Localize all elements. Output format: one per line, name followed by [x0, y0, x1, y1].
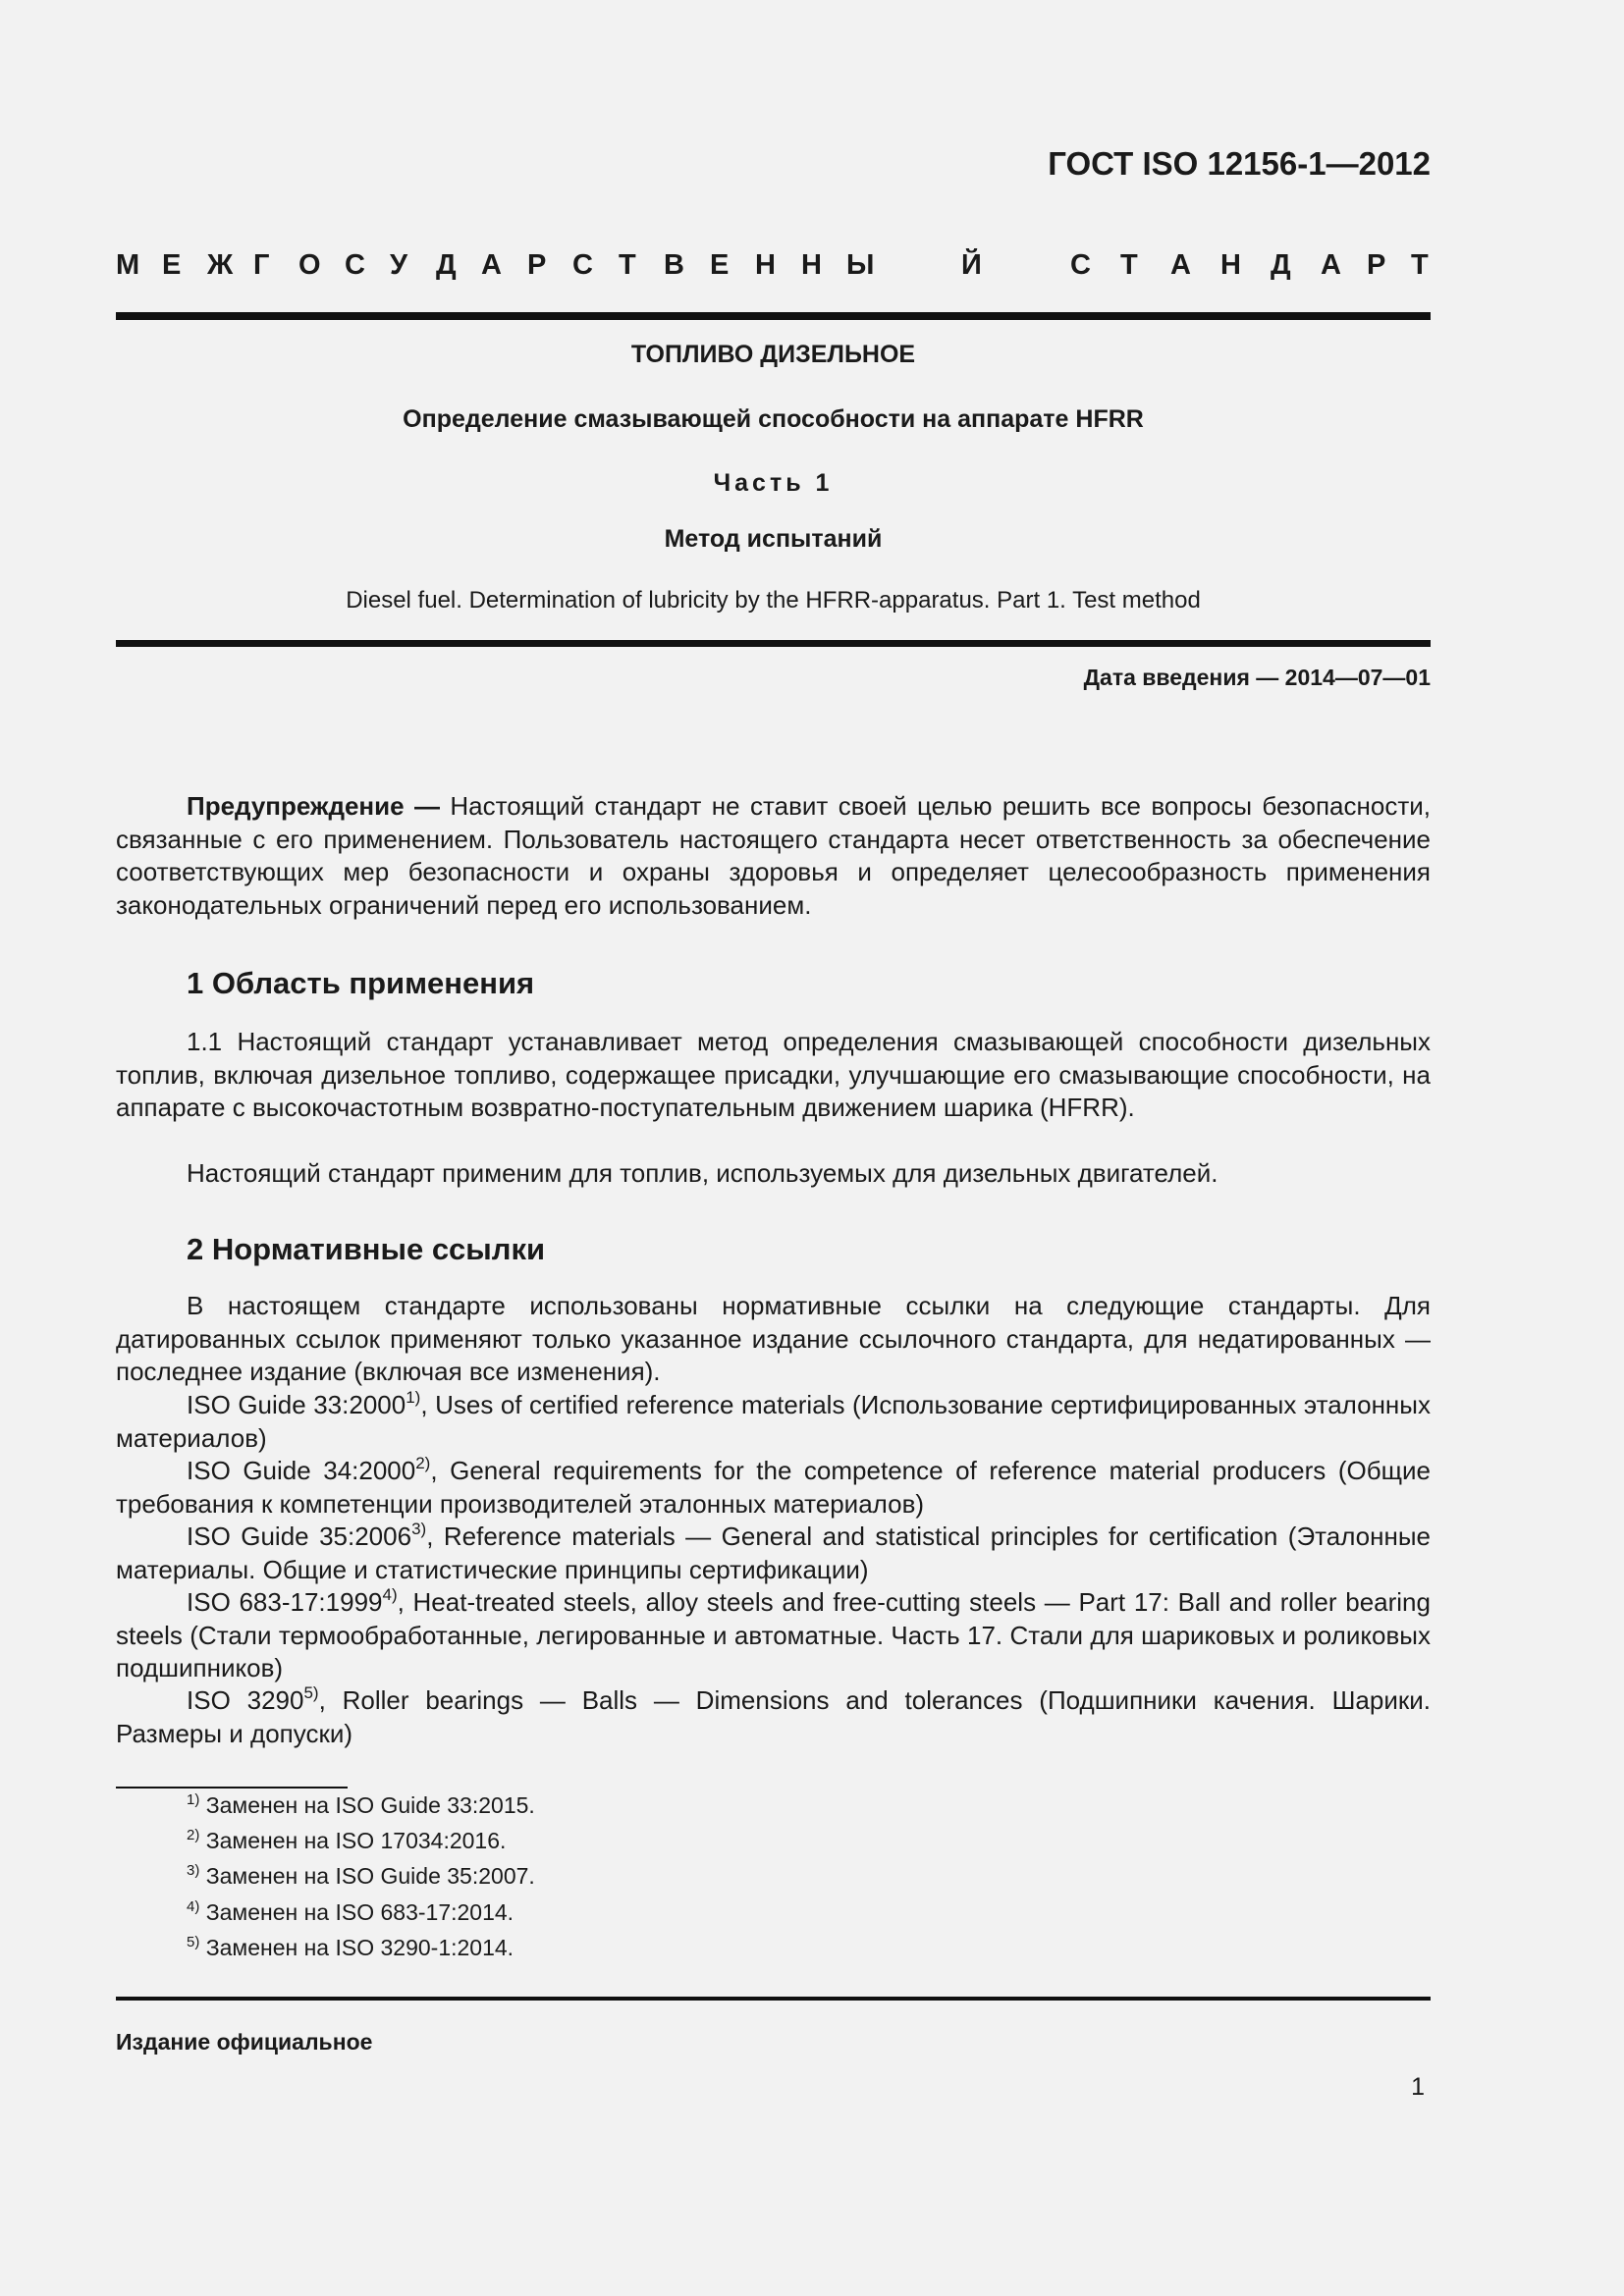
title-subtitle: Определение смазывающей способности на аппарате HFRR [403, 405, 1144, 433]
footnote: $^{2)}$ Заменен на ISO 17034:2016. [187, 1827, 507, 1853]
warning-paragraph [116, 790, 1431, 922]
footnote-mark: 5) [303, 1683, 319, 1702]
section-2-heading: 2 Нормативные ссылки [187, 1232, 546, 1266]
page-number: 1 [1411, 2073, 1425, 2101]
top-divider [116, 312, 1431, 320]
reference-item: ISO Guide 33:2000$^{1)}$, Uses of certified reference materials (Использование сертифицированных эталонных материалов) [116, 1388, 1431, 1453]
banner-letter: Й [961, 249, 982, 281]
banner-letter: Т [1411, 249, 1429, 281]
banner-letter: Ы [846, 249, 875, 281]
title-english: Diesel fuel. Determination of lubricity by the HFRR-apparatus. Part 1. Test method [346, 587, 1201, 614]
banner-letter: С [345, 249, 365, 281]
footnote-mark: 2) [415, 1454, 431, 1472]
section-2-paragraph-1: В настоящем стандарте использованы нормативные ссылки на следующие стандарты. Для датированных ссылок применяют только указанное издание ссылочного стандарта, для недатированных — последнее издание (включая все изменения). [116, 1291, 1431, 1386]
banner-letter: О [298, 249, 321, 281]
banner-letter: Д [1271, 249, 1291, 281]
banner-letter: Е [162, 249, 182, 281]
banner-letter: М [116, 249, 140, 281]
reference-item: ISO 683-17:1999$^{4)}$, Heat-treated steels, alloy steels and free-cutting steels — Part 17: Ball and roller bearing steels (Стали термообработанные, легированные и автоматные. Часть 17. Стали для шариковых и роликовых подшипников) [116, 1585, 1431, 1682]
footnote: $^{3)}$ Заменен на ISO Guide 35:2007. [187, 1862, 535, 1889]
banner-letter: Р [527, 249, 547, 281]
banner-letter: Р [1367, 249, 1386, 281]
banner-letter: А [481, 249, 502, 281]
title-method: Метод испытаний [664, 525, 883, 553]
banner-letter: А [1321, 249, 1341, 281]
warning-text: Настоящий стандарт не ставит своей целью решить все вопросы безопасности, связанные с его применением. Пользователь настоящего стандарта несет ответственность за обеспечение соответствующих мер безопасности и охраны здоровья и определяет целесообразность применения законодательных ограничений перед его использованием. [116, 791, 1431, 920]
banner-letter: Н [801, 249, 822, 281]
banner-letter: А [1170, 249, 1191, 281]
title-divider [116, 640, 1431, 647]
banner-letter: Ж [207, 249, 234, 281]
section-1-paragraph-1: 1.1 Настоящий стандарт устанавливает метод определения смазывающей способности дизельных топлив, включая дизельное топливо, содержащее присадки, улучшающие его смазывающие способности, на аппарате с высокочастотным возвратно-поступательным движением шарика (HFRR). [116, 1027, 1431, 1122]
banner-letter: Е [710, 249, 730, 281]
banner-letter: Н [1220, 249, 1241, 281]
banner-letter: Г [253, 249, 270, 281]
footnote-separator [116, 1787, 348, 1789]
reference-item: ISO 3290$^{5)}$, Roller bearings — Balls — Dimensions and tolerances (Подшипники качения. Шарики. Размеры и допуски) [116, 1683, 1431, 1748]
banner-letter: Т [1120, 249, 1138, 281]
footnote-mark: 3) [411, 1520, 427, 1538]
warning-label: Предупреждение — [187, 791, 440, 821]
banner-letter: С [1070, 249, 1091, 281]
bottom-divider [116, 1997, 1431, 2001]
title-main: ТОПЛИВО ДИЗЕЛЬНОЕ [630, 341, 916, 368]
section-1-paragraph-2: Настоящий стандарт применим для топлив, используемых для дизельных двигателей. [187, 1158, 1218, 1188]
banner-letter: Н [755, 249, 776, 281]
banner-letter: Д [436, 249, 457, 281]
edition-label: Издание официальное [116, 2029, 373, 2055]
footnote: $^{5)}$ Заменен на ISO 3290-1:2014. [187, 1934, 514, 1960]
banner-letter: У [390, 249, 408, 281]
footnote: $^{4)}$ Заменен на ISO 683-17:2014. [187, 1898, 514, 1925]
banner-letter: С [572, 249, 593, 281]
title-part: Часть 1 [713, 469, 834, 497]
banner-letter: Т [619, 249, 636, 281]
section-1-heading: 1 Область применения [187, 966, 535, 1000]
footnote: $^{1)}$ Заменен на ISO Guide 33:2015. [187, 1791, 535, 1818]
interstate-standard-banner [116, 249, 1431, 289]
footnote-mark: 1) [406, 1388, 421, 1407]
reference-item: ISO Guide 34:2000$^{2)}$, General requirements for the competence of reference material producers (Общие требования к компетенции производителей эталонных материалов) [116, 1454, 1431, 1519]
footnote-mark: 4) [382, 1585, 398, 1604]
banner-letter: В [664, 249, 684, 281]
document-id: ГОСТ ISO 12156-1—2012 [1048, 145, 1431, 182]
introduction-date: Дата введения — 2014—07—01 [1083, 665, 1431, 690]
reference-item: ISO Guide 35:2006$^{3)}$, Reference materials — General and statistical principles for certification (Эталонные материалы. Общие и статистические принципы сертификации) [116, 1520, 1431, 1584]
